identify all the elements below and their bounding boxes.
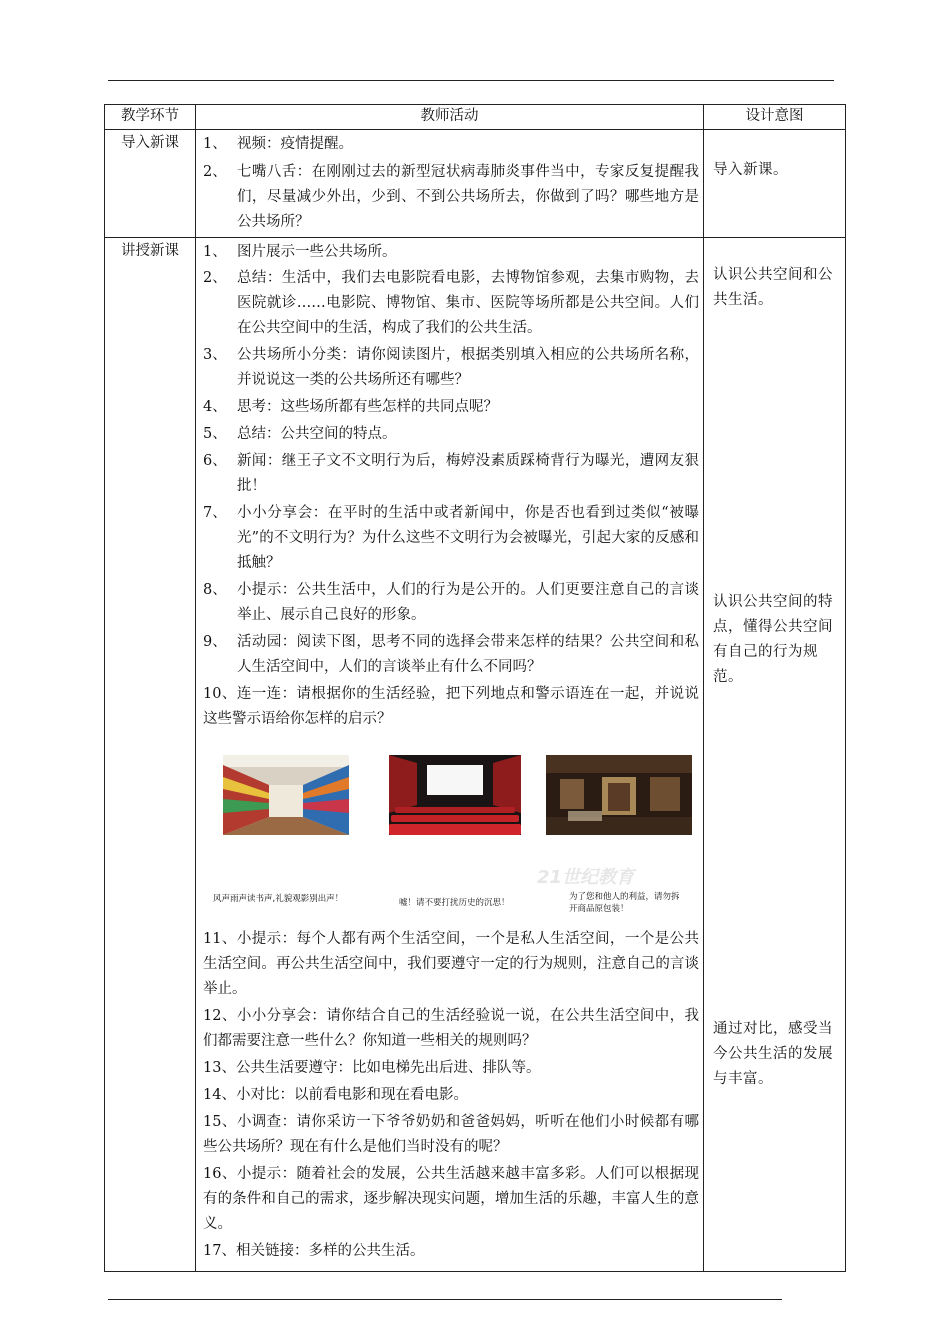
row-divider <box>105 237 845 238</box>
list-item: 5、 总结：公共空间的特点。 <box>203 426 397 442</box>
header-intent: 设计意图 <box>745 108 804 124</box>
list-item: 10、连一连：请根据你的生活经验，把下列地点和警示语连在一起，并说说这些警示语给你怎样的启示？ <box>203 686 700 727</box>
list-item: 3、 公共场所小分类：请你阅读图片，根据类别填入相应的公共场所名称，并说说这一类的公共场所还有哪些？ <box>203 347 699 388</box>
activity-teaching-part1 <box>203 240 699 732</box>
list-item: 15、小调查：请你采访一下爷爷奶奶和爸爸妈妈，听听在他们小时候都有哪些公共场所？现在有什么是他们当时没有的呢？ <box>203 1114 700 1155</box>
column-divider <box>195 105 196 1271</box>
row-divider <box>105 129 845 130</box>
list-item: 16、小提示：随着社会的发展，公共生活越来越丰富多彩。人们可以根据现有的条件和自己的需求，逐步解决现实问题，增加生活的乐趣，丰富人生的意义。 <box>203 1166 700 1232</box>
list-item: 12、小小分享会：请你结合自己的生活经验说一说，在公共生活空间中，我们都需要注意一些什么？你知道一些相关的规则吗？ <box>203 1008 700 1049</box>
intent-intro: 导入新课。 <box>713 162 788 178</box>
list-item: 13、公共生活要遵守：比如电梯先出后进、排队等。 <box>203 1060 541 1076</box>
museum-photo <box>546 755 692 835</box>
header-activity: 教师活动 <box>420 108 479 124</box>
list-item: 1、 图片展示一些公共场所。 <box>203 244 397 260</box>
list-item: 7、 小小分享会：在平时的生活中或者新闻中，你是否也看到过类似“被曝光”的不文明行为？为什么这些不文明行为会被曝光，引起大家的反感和抵触？ <box>203 505 699 571</box>
list-item: 1、 视频：疫情提醒。 <box>203 136 353 152</box>
activity-teaching-part2 <box>203 927 699 1264</box>
column-divider <box>703 105 704 1271</box>
header-rule <box>108 80 834 81</box>
activity-intro <box>203 132 699 235</box>
lesson-plan-table <box>104 104 846 1272</box>
list-item: 11、小提示：每个人都有两个生活空间，一个是私人生活空间，一个是公共生活空间。再公共生活空间中，我们要遵守一定的行为规则，注意自己的言谈举止。 <box>203 931 700 997</box>
intent-public-life: 认识公共空间和公共生活。 <box>713 267 833 308</box>
header-stage: 教学环节 <box>121 108 179 124</box>
list-item: 2、 七嘴八舌：在刚刚过去的新型冠状病毒肺炎事件当中，专家反复提醒我们，尽量减少外出，少到、不到公共场所去，你做到了吗？哪些地方是公共场所？ <box>203 164 699 230</box>
caption-museum: 嘘！请不要打扰历史的沉思！ <box>399 898 510 908</box>
footer-rule <box>108 1299 782 1300</box>
supermarket-photo <box>223 755 349 835</box>
list-item: 4、 思考：这些场所都有些怎样的共同点呢？ <box>203 399 498 415</box>
watermark: 21世纪教育 <box>537 867 635 888</box>
list-item: 14、小对比：以前看电影和现在看电影。 <box>203 1087 468 1103</box>
list-item: 6、 新闻：继王子文不文明行为后，梅婷没素质踩椅背行为曝光，遭网友狠批！ <box>203 453 699 494</box>
cinema-photo <box>389 755 521 835</box>
stage-teaching: 讲授新课 <box>121 243 179 259</box>
list-item: 17、相关链接：多样的公共生活。 <box>203 1243 425 1259</box>
public-places-figure <box>213 745 693 925</box>
caption-cinema: 风声雨声读书声,礼貌观影别出声！ <box>213 894 344 904</box>
list-item: 9、 活动园：阅读下图，思考不同的选择会带来怎样的结果？公共空间和私人生活空间中，人们的言谈举止有什么不同吗？ <box>203 634 699 675</box>
list-item: 2、 总结：生活中，我们去电影院看电影，去博物馆参观，去集市购物，去医院就诊……电影院、博物馆、集市、医院等场所都是公共空间。人们在公共空间中的生活，构成了我们的公共生活。 <box>203 270 699 336</box>
list-item: 8、 小提示：公共生活中，人们的行为是公开的。人们更要注意自己的言谈举止、展示自己良好的形象。 <box>203 582 699 623</box>
intent-space-features: 认识公共空间的特点，懂得公共空间有自己的行为规范。 <box>713 594 833 685</box>
caption-supermarket: 为了您和他人的利益，请勿拆开商品原包装！ <box>569 892 680 914</box>
stage-intro: 导入新课 <box>121 135 179 151</box>
intent-comparison: 通过对比，感受当今公共生活的发展与丰富。 <box>713 1021 833 1087</box>
